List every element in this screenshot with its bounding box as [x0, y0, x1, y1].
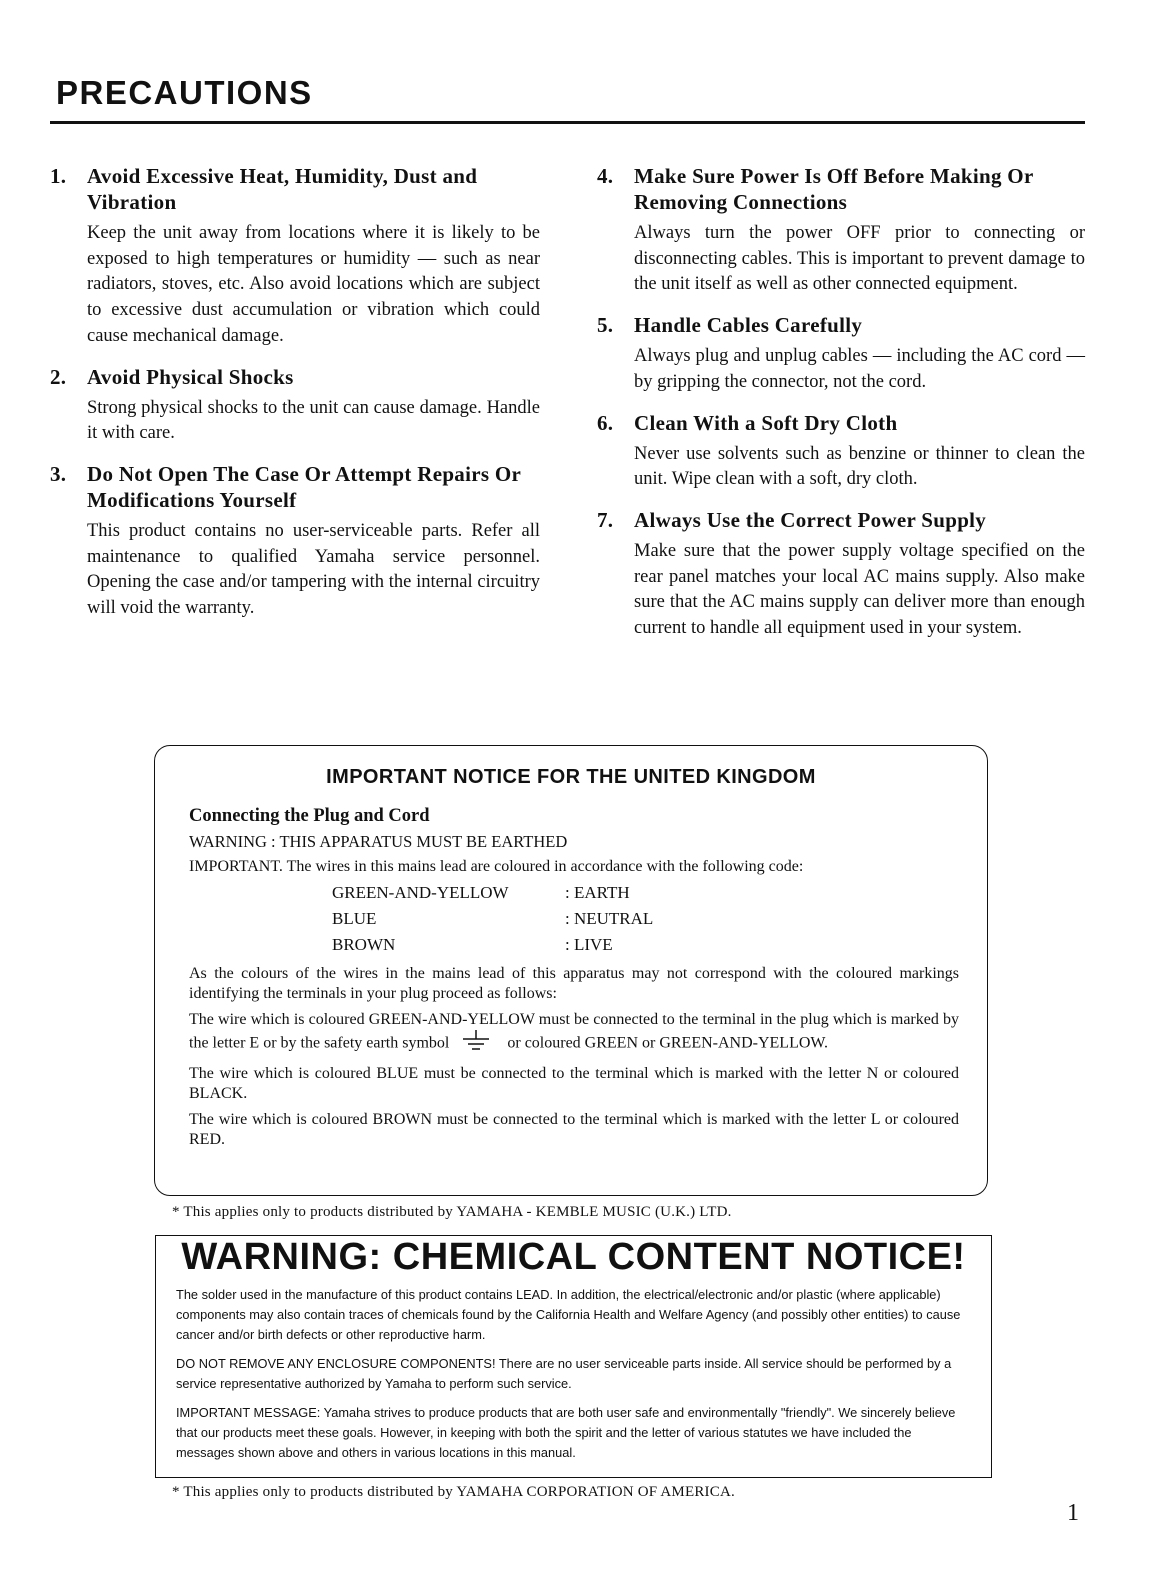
precaution-number: 7.	[597, 507, 614, 532]
uk-green-text-b: or coloured GREEN or GREEN-AND-YELLOW.	[507, 1034, 829, 1052]
wire-meaning: : NEUTRAL	[565, 909, 654, 928]
uk-notice-content	[189, 804, 959, 1150]
precaution-item-1	[50, 163, 540, 350]
precaution-item-3	[50, 461, 540, 622]
uk-colours-paragraph: As the colours of the wires in the mains lead of this apparatus may not correspond with the coloured markings identifying the terminals in your plug proceed as follows:	[189, 965, 959, 1002]
us-distribution-footnote: * This applies only to products distributed by YAMAHA CORPORATION OF AMERICA.	[172, 1484, 735, 1500]
uk-green-text-a: The wire which is coloured GREEN-AND-YELLOW must be connected to the terminal in the plug which is marked by the letter E or by the safety earth symbol	[189, 1011, 959, 1052]
wire-colour: GREEN-AND-YELLOW	[332, 883, 509, 902]
precaution-heading	[597, 410, 1085, 436]
precaution-title: Handle Cables Carefully	[634, 313, 863, 338]
precaution-number: 2.	[50, 364, 67, 389]
wire-code-row	[332, 932, 959, 958]
uk-green-yellow-paragraph	[189, 1010, 959, 1058]
uk-blue-paragraph: The wire which is coloured BLUE must be connected to the terminal which is marked with the letter N or coloured BLACK.	[189, 1065, 959, 1102]
precaution-item-7	[597, 507, 1085, 642]
chemical-lead-paragraph: The solder used in the manufacture of this product contains LEAD. In addition, the electrical/electronic and/or plastic (where applicable) components may also contain traces of chemicals found by the California Health and Welfare Agency (and possibly other entities) to cause cancer and/or birth defects or other reproductive harm.	[176, 1287, 961, 1342]
precaution-title: Make Sure Power Is Off Before Making Or Removing Connections	[634, 164, 1034, 214]
precaution-heading	[50, 163, 540, 215]
precaution-heading	[597, 312, 1085, 338]
precaution-number: 6.	[597, 410, 614, 435]
uk-notice-title: IMPORTANT NOTICE FOR THE UNITED KINGDOM	[326, 766, 816, 788]
precaution-body: This product contains no user-serviceable parts. Refer all maintenance to qualified Yamaha service personnel. Opening the case and/or tampering with the internal circuitry will void the warranty.	[87, 520, 540, 619]
precaution-title: Avoid Physical Shocks	[87, 364, 294, 389]
uk-earth-warning: WARNING : THIS APPARATUS MUST BE EARTHED	[189, 832, 568, 851]
precaution-heading	[597, 163, 1085, 215]
precaution-item-5	[597, 312, 1085, 395]
wire-colour-code-table	[332, 880, 959, 958]
wire-colour: BLUE	[332, 909, 377, 928]
wire-meaning: : EARTH	[565, 883, 630, 902]
precaution-title: Do Not Open The Case Or Attempt Repairs Or Modifications Yourself	[87, 461, 521, 512]
precaution-item-4	[597, 163, 1085, 298]
earth-symbol-icon	[461, 1030, 491, 1058]
precautions-right-column	[597, 163, 1085, 656]
precaution-item-2	[50, 364, 540, 447]
page-number: 1	[1067, 1500, 1079, 1526]
precaution-title: Clean With a Soft Dry Cloth	[634, 410, 898, 435]
chemical-notice-title: WARNING: CHEMICAL CONTENT NOTICE!	[181, 1236, 966, 1278]
wire-code-row	[332, 880, 959, 906]
precaution-heading	[597, 507, 1085, 533]
precaution-body: Make sure that the power supply voltage specified on the rear panel matches your local AC mains supply. Also make sure that the AC mains supply can deliver more than enough current to handle all equipment used in your system.	[634, 540, 1085, 639]
uk-notice-box	[154, 745, 988, 1196]
precaution-body: Strong physical shocks to the unit can cause damage. Handle it with care.	[87, 397, 540, 444]
chemical-message-paragraph: IMPORTANT MESSAGE: Yamaha strives to produce products that are both user safe and environmentally "friendly". We sincerely believe that our products meet these goals. However, in keeping with both the spirit and the letter of various statutes we have included the messages shown above and others in various locations in this manual.	[176, 1405, 956, 1460]
uk-brown-paragraph: The wire which is coloured BROWN must be connected to the terminal which is marked with the letter L or coloured RED.	[189, 1111, 959, 1148]
uk-important-text: IMPORTANT. The wires in this mains lead are coloured in accordance with the following code:	[189, 858, 804, 875]
precaution-body: Never use solvents such as benzine or thinner to clean the unit. Wipe clean with a soft, dry cloth.	[634, 443, 1085, 490]
wire-code-row	[332, 906, 959, 932]
precaution-number: 4.	[597, 164, 614, 188]
uk-notice-subtitle: Connecting the Plug and Cord	[189, 806, 430, 826]
precautions-left-column	[50, 163, 540, 636]
precaution-body: Keep the unit away from locations where it is likely to be exposed to high temperatures or humidity — such as near radiators, stoves, etc. Also avoid locations which are subject to excessive dust accumulation or vibration which could cause mechanical damage.	[87, 223, 540, 346]
title-divider	[50, 121, 1085, 124]
precaution-heading	[50, 461, 540, 513]
precaution-body: Always plug and unplug cables — including the AC cord — by gripping the connector, not the cord.	[634, 346, 1085, 392]
precaution-title: Always Use the Correct Power Supply	[634, 507, 987, 532]
precaution-body: Always turn the power OFF prior to connecting or disconnecting cables. This is important to prevent damage to the unit itself as well as other connected equipment.	[634, 223, 1085, 295]
precaution-title: Avoid Excessive Heat, Humidity, Dust and Vibration	[87, 164, 478, 214]
precaution-number: 3.	[50, 461, 67, 486]
wire-meaning: : LIVE	[565, 935, 613, 954]
wire-colour: BROWN	[332, 935, 396, 954]
page-title: PRECAUTIONS	[56, 74, 313, 111]
precaution-item-6	[597, 410, 1085, 493]
uk-distribution-footnote: * This applies only to products distributed by YAMAHA - KEMBLE MUSIC (U.K.) LTD.	[172, 1204, 732, 1220]
precaution-number: 5.	[597, 313, 614, 338]
chemical-notice-box	[155, 1235, 992, 1478]
chemical-enclosure-paragraph: DO NOT REMOVE ANY ENCLOSURE COMPONENTS! There are no user serviceable parts inside. All service should be performed by a service representative authorized by Yamaha to perform such service.	[176, 1356, 952, 1391]
chemical-notice-content	[176, 1285, 971, 1472]
precaution-number: 1.	[50, 164, 67, 188]
precaution-heading	[50, 364, 540, 390]
